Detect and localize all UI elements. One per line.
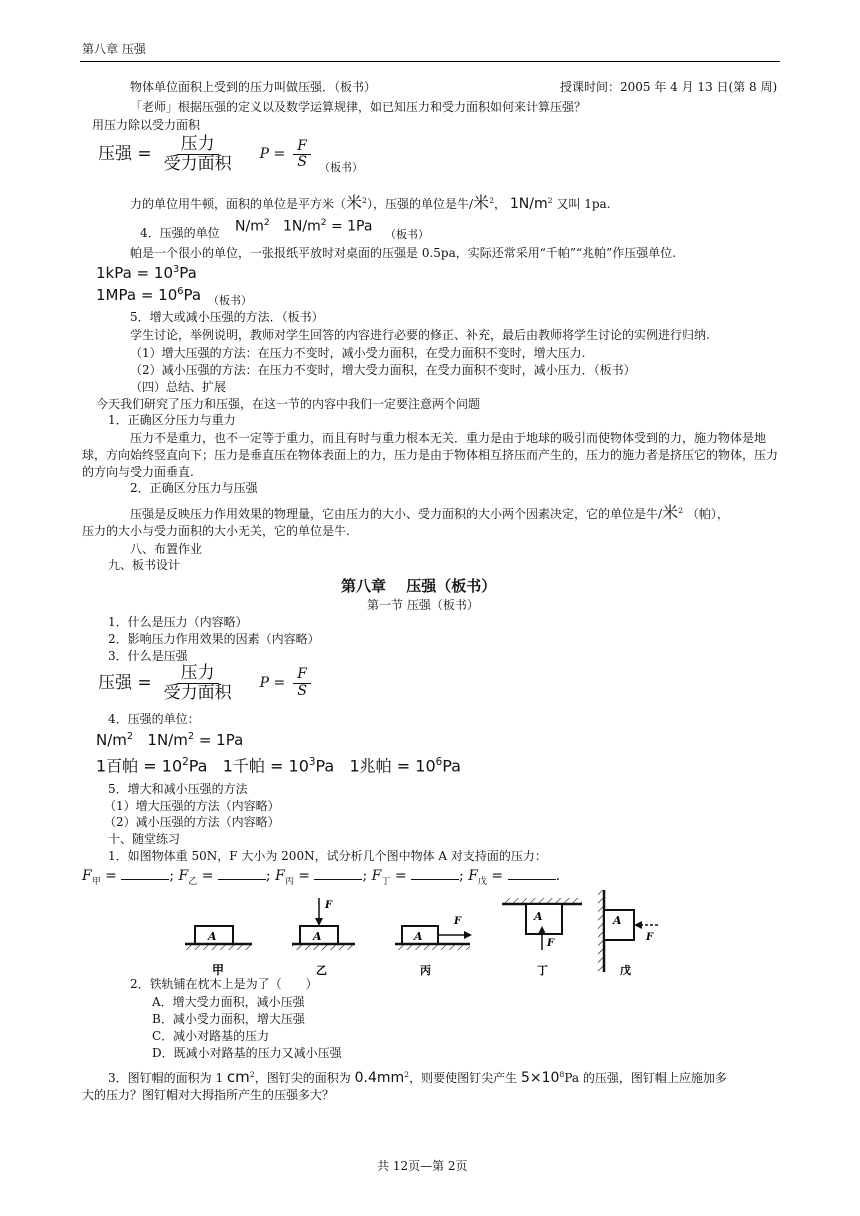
kpa-text: 1kPa = 10 [96,264,173,282]
q3-cm: cm [226,1068,250,1086]
para-pressure-gravity: 压力不是重力，也不一定等于重力，而且有时与重力根本无关．重力是由于地球的吸引而使物体受到的力，施力物体是地球，方向始终竖直向下；压力是垂直压在物体表面上的力，压力是由于物体相互挤压而产生的，压力的施力者是挤压它的物体，压力的方向与受力面垂直. [82,431,779,479]
answer-blank[interactable] [314,868,362,880]
diagram-wu [598,890,658,972]
q3-pressure: 5×10 [520,1070,560,1086]
unit-mi: 米 [346,193,363,212]
option-b: B．减小受力面积，增大压强 [152,1012,305,1026]
unit-f1: N/m [235,218,264,235]
formula-numerator: 压力 [177,135,219,155]
force-sub: 戊 [477,876,487,887]
formula-f: F [293,139,311,155]
line-definition: 物体单位面积上受到的压力叫做压强．（板书） [130,80,377,94]
fig-label-jia: 甲 [212,963,225,977]
board-formula-f: F [293,667,311,683]
force-sub: 乙 [188,876,198,887]
option-c: C．减小对路基的压力 [152,1029,270,1043]
board-unit-hundred: 1百帕 = 10 [96,756,183,776]
exp: 2 [182,756,189,768]
line-distinguish-2: 2．正确区分压力与压强 [130,481,258,495]
sup: 2 [187,731,195,742]
line-summary: （四）总结、扩展 [130,380,227,394]
force-sub: 丁 [381,876,391,887]
board-unit-c: = 1Pa [194,731,244,749]
diagram-bing [395,916,472,950]
unit-f3: = 1Pa [326,218,373,235]
q3-exp: 8 [559,1070,565,1079]
board-formula-num: 压力 [177,664,219,684]
board-item-4: 4．压强的单位： [108,712,200,726]
mpa-note: （板书） [208,294,252,307]
diagram-ding [502,898,582,950]
board-unit-kilo: 1千帕 = 10 [222,756,309,776]
exp: 3 [308,756,316,768]
formula-fs [293,139,311,171]
units-text-c: 又叫 1pa. [556,197,611,211]
q3-text-b: ，图钉尖的面积为 [254,1071,351,1085]
board-formula-fraction [160,664,236,702]
line-distinguish-1: 1．正确区分压力与重力 [108,413,236,427]
board-unit-1 [96,731,243,749]
unit: Pa [442,756,461,776]
p2-mi: 米 [662,503,679,522]
fig-label-wu: 戊 [620,964,631,977]
block-label: A [534,910,543,923]
sup: 2 [126,731,134,742]
board-item-5: 5．增大和减小压强的方法 [108,782,248,796]
exercise-q2: 2．铁轨铺在枕木上是为了（ ） [130,977,318,991]
sup: 2 [320,218,327,228]
q3-text-c: ，则要使图钉尖产生 [409,1071,518,1085]
formula-p: P = [259,146,286,163]
board-title: 第八章 压强（板书） [341,577,497,595]
board-item-7: （2）减小压强的方法（内容略） [104,815,280,829]
q3-text-a: 3．图钉帽的面积为 1 [108,1071,224,1085]
kpa-formula [96,264,197,282]
line-methods: 5．增大或减小压强的方法．（板书） [130,310,324,324]
class-time: 授课时间：2005 年 4 月 13 日(第 8 周) [560,80,778,94]
force-label: F [454,916,462,927]
board-item-1: 1．什么是压力（内容略） [108,615,248,629]
unit-formula [235,218,372,235]
sup: 2 [404,1070,410,1079]
force-label: F [547,938,555,949]
sup: 2 [489,196,495,205]
force-label: F [468,868,478,884]
fig-label-bing: 丙 [420,964,431,977]
answer-blank[interactable] [218,868,266,880]
force-blanks: $F_甲$ = ; $F_乙$ = ; $F_丙$ = ; $F_丁$ = ; $F_戊$ = . [82,868,561,887]
board-unit-2 [96,756,461,776]
force-label: F [646,932,654,943]
board-formula-den: 受力面积 [163,682,232,703]
line-discussion: 学生讨论，举例说明，教师对学生回答的内容进行必要的修正、补充，最后由教师将学生讨论的实例进行归纳. [130,328,710,342]
sup: 2 [678,506,684,515]
force-label: F [178,868,189,884]
q3-mm: 0.4mm [354,1070,405,1086]
answer-blank[interactable] [508,868,556,880]
mpa-unit: Pa [183,286,202,304]
force-diagrams [180,888,660,978]
board-item-3: 3．什么是压强 [108,649,188,663]
line-decrease: （2）减小压强的方法：在压力不变时，增大受力面积，在受力面积不变时，减小压力．（板书） [130,363,636,377]
page-header: 第八章 压强 [82,42,146,56]
sup: 2 [547,196,553,205]
force-sub: 丙 [284,876,294,887]
line-increase: （1）增大压强的方法：在压力不变时，减小受力面积，在受力面积不变时，增大压力. [130,346,586,360]
line-pa-small: 帕是一个很小的单位，一张报纸平放时对桌面的压强是 0.5pa，实际还常采用“千帕”“兆帕”作压强单位. [130,246,677,260]
board-formula-lhs: 压强 = [98,672,152,693]
block-label: A [414,930,423,943]
board-item-2: 2．影响压力作用效果的因素（内容略） [108,632,320,646]
exp: 6 [435,756,443,768]
sup: 2 [263,218,270,228]
p2-text-b: （帕）， [686,507,729,521]
line-homework: 八、布置作业 [130,542,203,556]
formula-note: （板书） [318,161,363,174]
p2-text-a: 压强是反映压力作用效果的物理量，它由压力的大小、受力面积的大小两个因素决定，它的单位是牛/ [130,507,663,521]
block-label: A [208,930,217,943]
mpa-exp: 6 [177,286,184,297]
line-units: 力的单位用牛顿，面积的单位是平方米（米$^2$），压强的单位是牛/米$^2$， $1N/m^2$ 又叫 1pa. [130,193,611,212]
board-unit-b: 1N/m [147,731,188,749]
exercise-heading: 十、随堂练习 [108,832,181,846]
formula-fraction [160,135,236,173]
formula-s: S [297,154,307,171]
unit-nm: 1N/m [509,196,548,212]
para-pressure-def-2: 压力的大小与受力面积的大小无关，它的单位是牛. [82,524,350,538]
line-teacher: 「老师」根据压强的定义以及数学运算规律，如已知压力和受力面积如何来计算压强？ [130,100,587,114]
answer-blank[interactable] [121,868,169,880]
force-label: F [82,868,92,884]
header-rule [80,61,780,62]
page-footer: 共 12页—第 2页 [377,1159,468,1173]
para-pressure-def [130,503,729,522]
option-a: A．增大受力面积，减小压强 [152,995,305,1009]
mpa-text: 1MPa = 10 [96,286,178,304]
force-sub: 甲 [91,876,101,887]
line-board-design: 九、板书设计 [108,558,181,572]
formula-lhs: 压强 = [98,144,152,165]
mpa-formula [96,286,201,304]
unit: Pa [188,756,208,776]
kpa-unit: Pa [179,264,197,282]
pressure-formula [98,135,363,174]
units-text-a: 力的单位用牛顿，面积的单位是平方米（ [130,197,347,211]
answer-blank[interactable] [411,868,459,880]
unit-note: （板书） [385,228,429,241]
unit-mi2: 米 [473,193,490,212]
force-label: F [371,868,382,884]
formula-denominator: 受力面积 [163,154,232,175]
line-divide: 用压力除以受力面积 [92,118,201,132]
board-formula-fs [293,667,311,699]
sup: 2 [249,1070,255,1079]
kpa-exp: 3 [173,264,180,275]
board-formula [98,664,311,702]
fig-label-ding: 丁 [537,964,548,977]
sup: 2 [362,196,367,205]
diagram-yi [292,898,355,950]
board-unit-a: N/m [96,731,127,749]
unit-f2: 1N/m [282,218,321,235]
force-label: F [325,900,333,911]
block-label: A [313,930,322,943]
units-text-b: ），压强的单位是牛/ [367,197,474,211]
board-item-6: （1）增大压强的方法（内容略） [104,799,280,813]
block-label: A [613,914,622,927]
board-formula-s: S [297,682,307,699]
exercise-q1: 1．如图物体重 50N，F 大小为 200N，试分析几个图中物体 A 对支持面的压力： [108,849,547,863]
diagram-jia [185,926,252,950]
force-label: F [275,868,285,884]
board-subtitle: 第一节 压强（板书） [367,598,479,612]
board-formula-p: P = [259,674,286,691]
line-today: 今天我们研究了压力和压强，在这一节的内容中我们一定要注意两个问题 [96,397,481,411]
unit: Pa [315,756,335,776]
line-unit-heading: 4．压强的单位 [140,226,220,240]
exercise-q3-cont: 大的压力？图钉帽对大拇指所产生的压强多大？ [82,1088,335,1102]
board-unit-mega: 1兆帕 = 10 [349,756,436,776]
exercise-q3 [108,1068,727,1087]
option-d: D．既减小对路基的压力又减小压强 [152,1046,342,1060]
q3-text-d: Pa 的压强，图钉帽上应施加多 [564,1071,727,1085]
fig-label-yi: 乙 [316,964,327,977]
